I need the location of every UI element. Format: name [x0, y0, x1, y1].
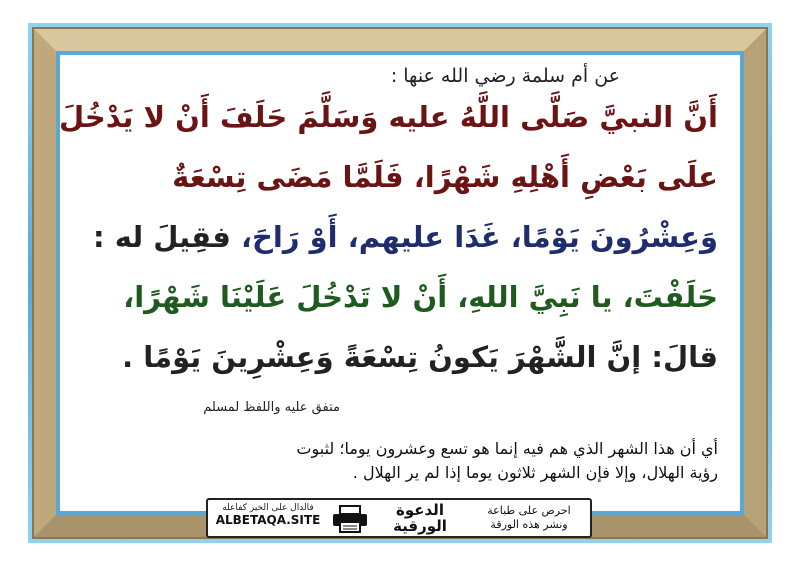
narrator-line: عن أم سلمة رضي الله عنها : [390, 65, 620, 87]
logo [380, 502, 460, 534]
footer-slogan: فالدال على الخير كفاعله [222, 503, 314, 513]
hadith-line-5-start: قالَ: [651, 340, 718, 374]
hadith-line-3-text: وَعِشْرُونَ يَوْمًا، غَدَا عليهم، أَوْ رَاحَ، [241, 220, 718, 254]
hadith-line-3 [78, 220, 718, 254]
hadith-line-4: حَلَفْتَ، يا نَبِيَّ اللهِ، أَنْ لا تَدْخُلَ عَلَيْنَا شَهْرًا، [123, 280, 718, 314]
explanation-line-2: رؤية الهلال، وإلا فإن الشهر ثلاثون يوما إذا لم ير الهلال . [352, 463, 718, 482]
print-note-line-1: احرص على طباعة [487, 504, 571, 517]
site-block [212, 503, 324, 533]
footer-banner [206, 498, 592, 538]
print-note [474, 504, 584, 532]
printer-icon [330, 504, 370, 534]
hadith-line-5 [78, 340, 718, 374]
hadith-line-5-text: إنَّ الشَّهْرَ يَكونُ تِسْعَةً وَعِشْرِينَ يَوْمًا . [122, 340, 642, 374]
explanation-line-1: أي أن هذا الشهر الذي هم فيه إنما هو تسع وعشرون يوما؛ لثبوت [296, 439, 718, 458]
hadith-line-1: أَنَّ النبيَّ صَلَّى اللَّهُ عليه وَسَلَّمَ حَلَفَ أَنْ لا يَدْخُلَ [58, 100, 718, 134]
hadith-card [60, 55, 740, 511]
hadith-source: متفق عليه واللفظ لمسلم [203, 400, 340, 415]
logo-line-1: الدعوة [396, 501, 444, 519]
hadith-line-2: علَى بَعْضِ أَهْلِهِ شَهْرًا، فَلَمَّا مَضَى تِسْعَةٌ [172, 160, 718, 194]
hadith-line-3-end: فقِيلَ له : [93, 220, 231, 254]
explanation [78, 437, 718, 485]
site-link[interactable]: ALBETAQA.SITE [215, 513, 321, 527]
logo-line-2: الورقية [393, 517, 447, 535]
print-note-line-2: ونشر هذه الورقة [490, 518, 568, 531]
